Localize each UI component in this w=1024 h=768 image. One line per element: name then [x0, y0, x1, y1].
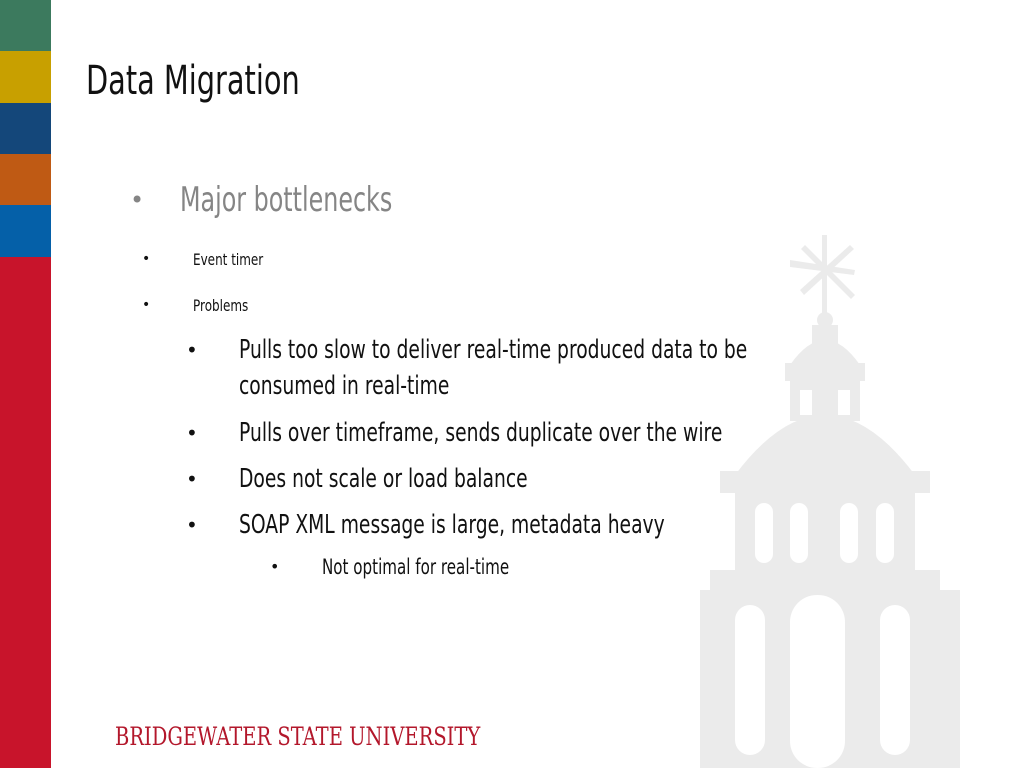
bullet-text-line2: consumed in real-time [239, 371, 450, 401]
bullet-text: Major bottlenecks [180, 180, 393, 220]
university-wordmark: BRIDGEWATER STATE UNIVERSITY [115, 722, 481, 751]
stripe-orange [0, 154, 51, 205]
bullet-dot: • [186, 467, 198, 491]
stripe-red [0, 257, 51, 768]
bullet-dot: • [142, 251, 151, 267]
building-dome-watermark-icon [640, 205, 1024, 768]
stripe-gold [0, 51, 51, 103]
bullet-text: Problems [193, 296, 249, 315]
stripe-blue [0, 205, 51, 257]
bullet-dot: • [142, 297, 151, 313]
stripe-navy [0, 103, 51, 154]
bullet-text: Pulls over timeframe, sends duplicate over the wire [239, 418, 723, 448]
bullet-text: Event timer [193, 250, 264, 269]
slide-title: Data Migration [86, 58, 300, 104]
bullet-dot: • [186, 421, 198, 445]
bullet-dot: • [186, 513, 198, 537]
left-color-bar [0, 0, 51, 768]
bullet-text: SOAP XML message is large, metadata heavy [239, 510, 665, 540]
bullet-text-line1: Pulls too slow to deliver real-time produced data to be [239, 335, 748, 365]
bullet-text: Does not scale or load balance [239, 464, 528, 494]
bullet-dot: • [186, 338, 198, 362]
stripe-green [0, 0, 51, 51]
bullet-text: Not optimal for real-time [322, 555, 510, 579]
bullet-dot: • [270, 557, 280, 576]
bullet-dot: • [130, 186, 145, 214]
